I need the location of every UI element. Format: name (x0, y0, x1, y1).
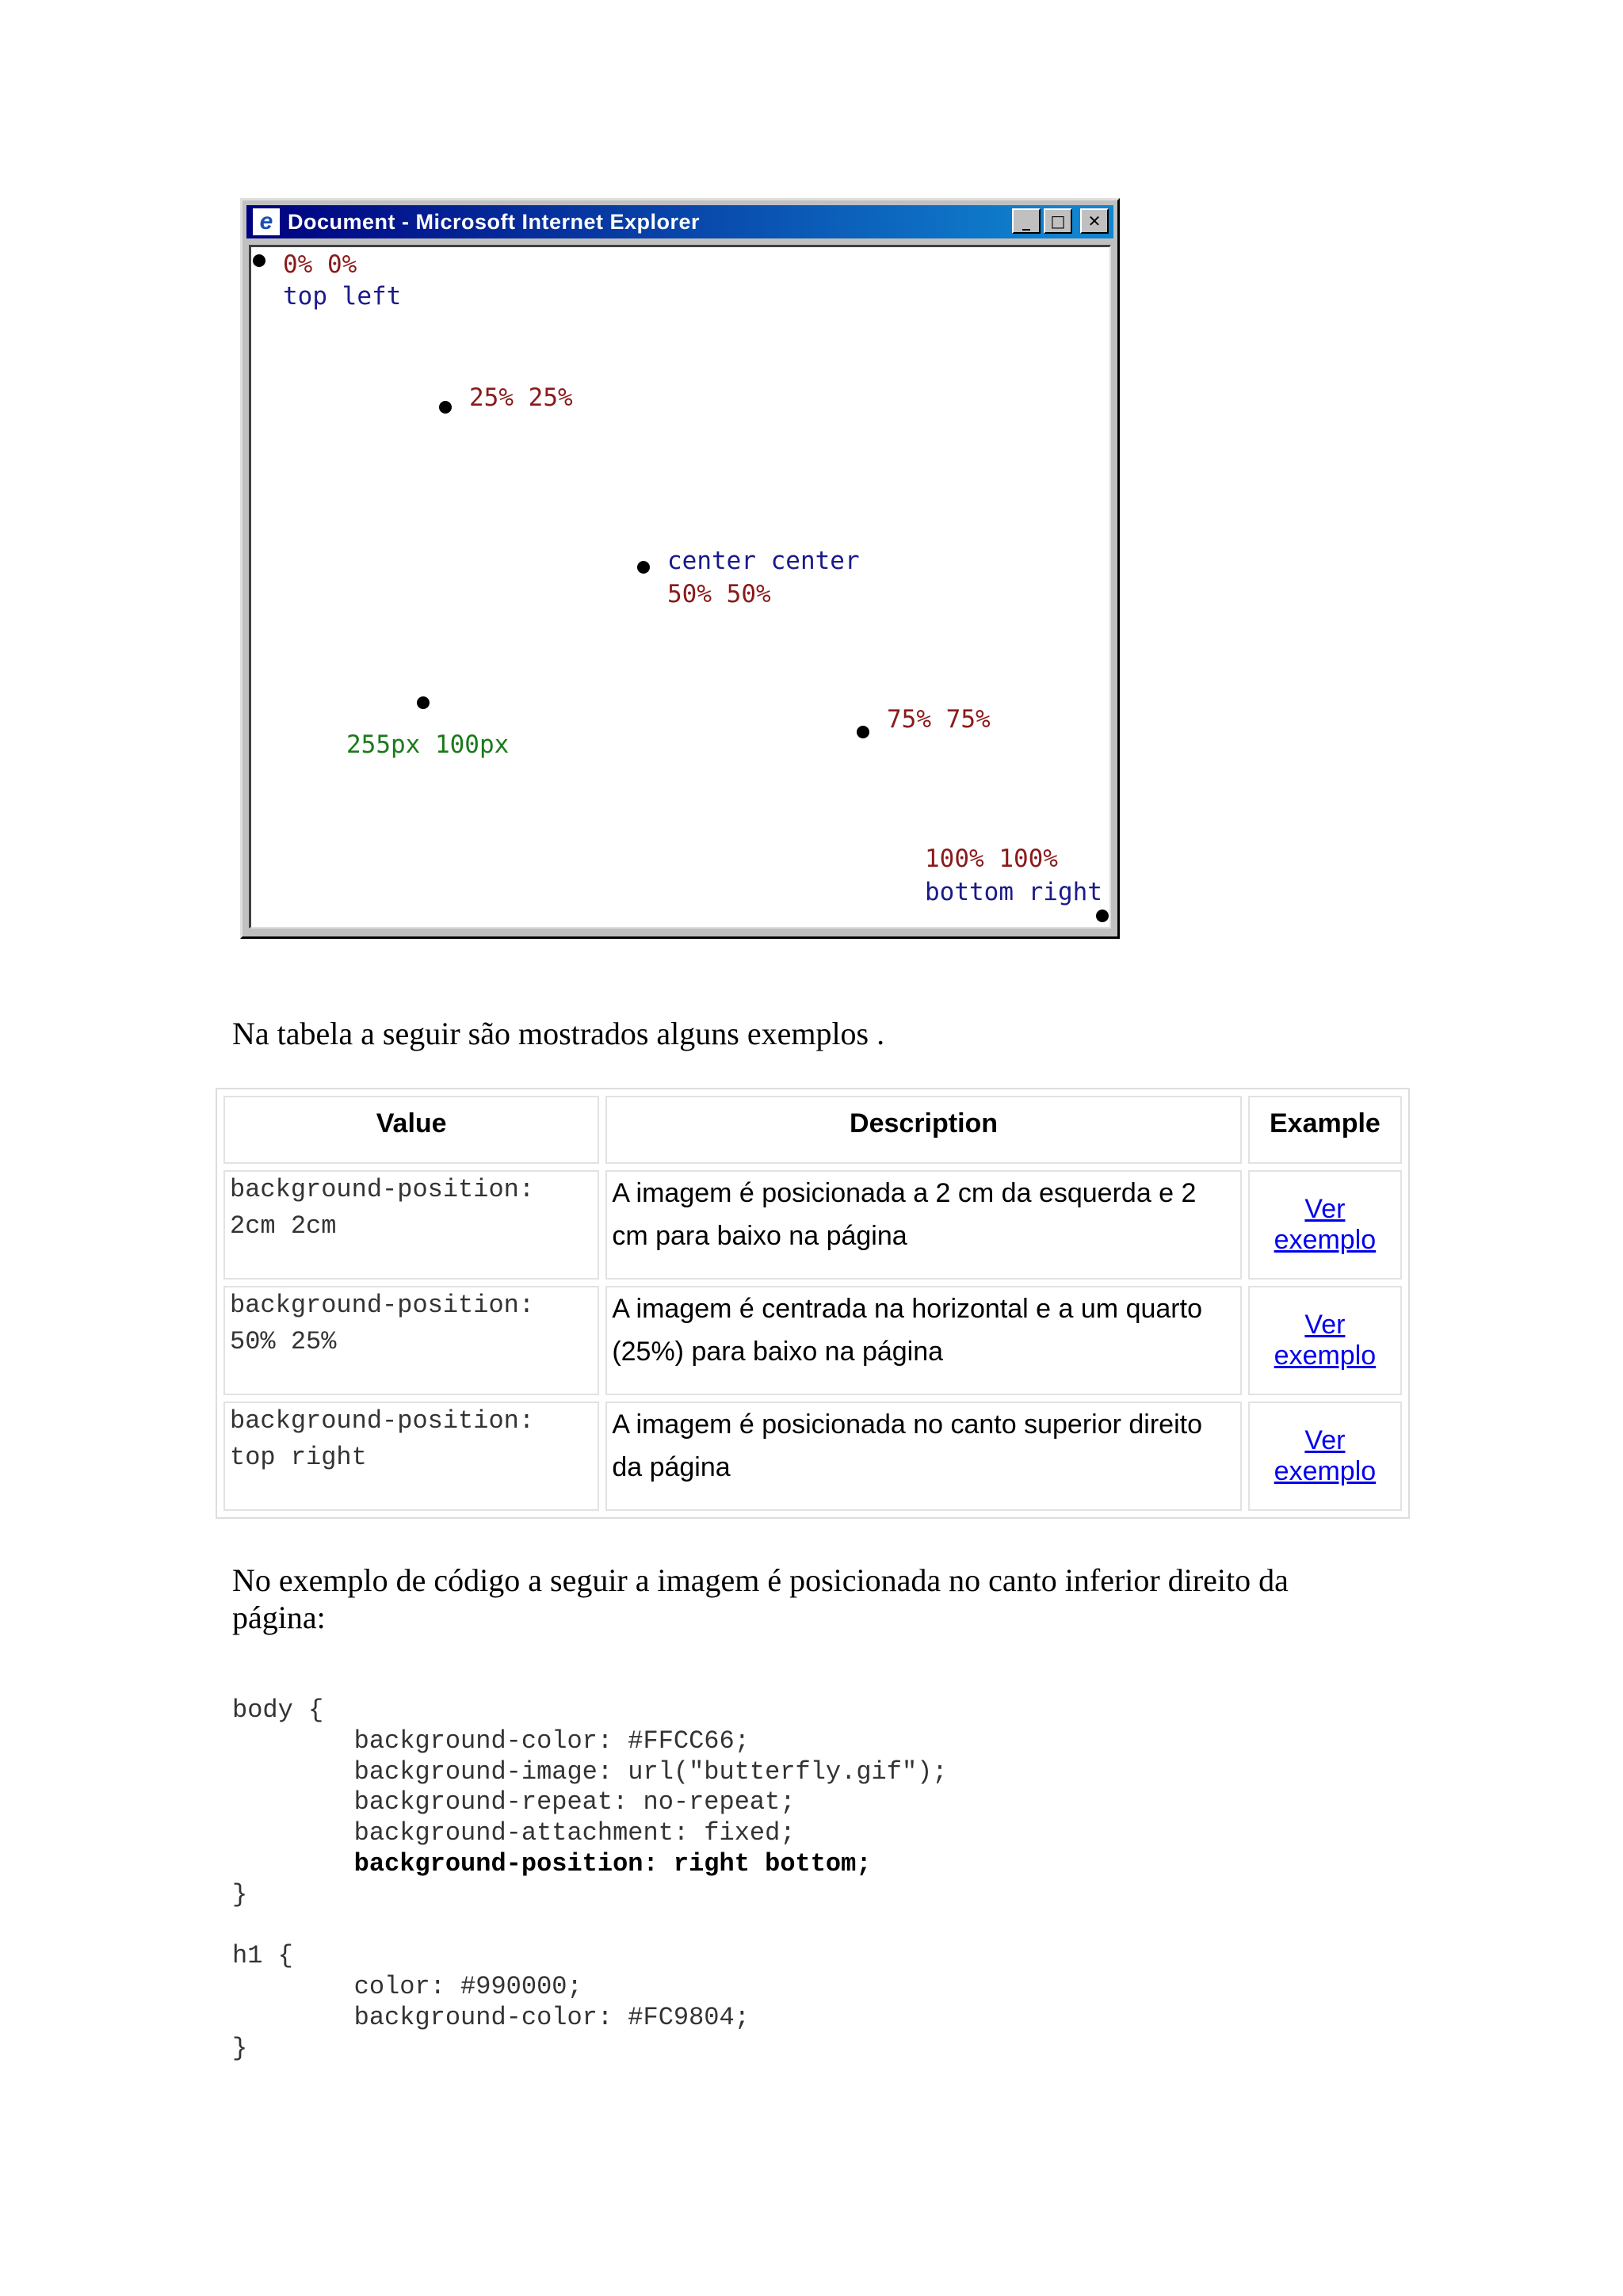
value-cell (223, 1170, 599, 1280)
minimize-button[interactable]: _ (1012, 208, 1041, 234)
code-line-highlighted: background-position: right bottom; (232, 1848, 872, 1878)
value-cell (223, 1286, 599, 1395)
browser-window-screenshot (240, 198, 1120, 939)
code-intro-line: página: (232, 1600, 326, 1635)
examples-table (216, 1088, 1410, 1519)
code-line: } (232, 1879, 248, 1909)
code-line: body { (232, 1695, 324, 1725)
table-row (223, 1170, 1402, 1280)
position-dot (1096, 910, 1109, 922)
description-cell: A imagem é posicionada no canto superior direito da página (605, 1402, 1242, 1511)
value-property: background-position: (230, 1175, 535, 1204)
column-header-example: Example (1248, 1096, 1402, 1164)
position-dot (439, 401, 452, 414)
position-label: 100% 100% (925, 845, 1058, 873)
close-button[interactable]: ✕ (1080, 208, 1109, 234)
value-property: background-position: (230, 1291, 535, 1320)
position-dot (253, 254, 265, 267)
position-label: top left (283, 282, 402, 311)
window-title: Document - Microsoft Internet Explorer (288, 209, 701, 234)
position-dot (857, 726, 869, 738)
position-label: bottom right (925, 878, 1102, 906)
table-row (223, 1402, 1402, 1511)
value-setting: 50% 25% (230, 1327, 337, 1356)
code-line: background-color: #FFCC66; (232, 1726, 750, 1756)
table-row (223, 1286, 1402, 1395)
code-intro-line: No exemplo de código a seguir a imagem é posicionada no canto inferior direito da (232, 1562, 1289, 1598)
position-label: center center (667, 547, 860, 575)
maximize-button[interactable]: □ (1044, 208, 1072, 234)
example-link[interactable]: Ver exemplo (1274, 1425, 1377, 1486)
code-line: background-attachment: fixed; (232, 1818, 796, 1848)
example-link[interactable]: Ver exemplo (1274, 1310, 1377, 1371)
ie-logo-icon: e (253, 208, 280, 235)
title-bar (246, 205, 1113, 238)
description-cell: A imagem é posicionada a 2 cm da esquerda e 2 cm para baixo na página (605, 1170, 1242, 1280)
intro-paragraph: Na tabela a seguir são mostrados alguns exemplos . (232, 1016, 885, 1051)
code-line: h1 { (232, 1941, 293, 1971)
table-header-row (223, 1096, 1402, 1164)
value-setting: 2cm 2cm (230, 1211, 337, 1241)
browser-viewport (249, 245, 1111, 929)
example-cell (1248, 1286, 1402, 1395)
position-dot (637, 561, 650, 574)
position-label: 25% 25% (469, 383, 573, 412)
code-line: background-image: url("butterfly.gif"); (232, 1756, 948, 1787)
value-property: background-position: (230, 1406, 535, 1436)
example-link[interactable]: Ver exemplo (1274, 1194, 1377, 1255)
code-line: background-repeat: no-repeat; (232, 1787, 796, 1817)
position-label: 255px 100px (346, 730, 510, 759)
value-setting: top right (230, 1443, 367, 1472)
position-label: 0% 0% (283, 250, 357, 279)
code-line: color: #990000; (232, 1972, 582, 2002)
value-cell (223, 1402, 599, 1511)
code-line: } (232, 2033, 248, 2063)
column-header-value: Value (223, 1096, 599, 1164)
position-dot (417, 696, 430, 709)
position-label: 50% 50% (667, 580, 771, 608)
example-cell (1248, 1170, 1402, 1280)
description-cell: A imagem é centrada na horizontal e a um quarto (25%) para baixo na página (605, 1286, 1242, 1395)
code-block (232, 1695, 948, 2065)
position-label: 75% 75% (887, 705, 991, 734)
code-line: background-color: #FC9804; (232, 2002, 750, 2032)
example-cell (1248, 1402, 1402, 1511)
column-header-description: Description (605, 1096, 1242, 1164)
